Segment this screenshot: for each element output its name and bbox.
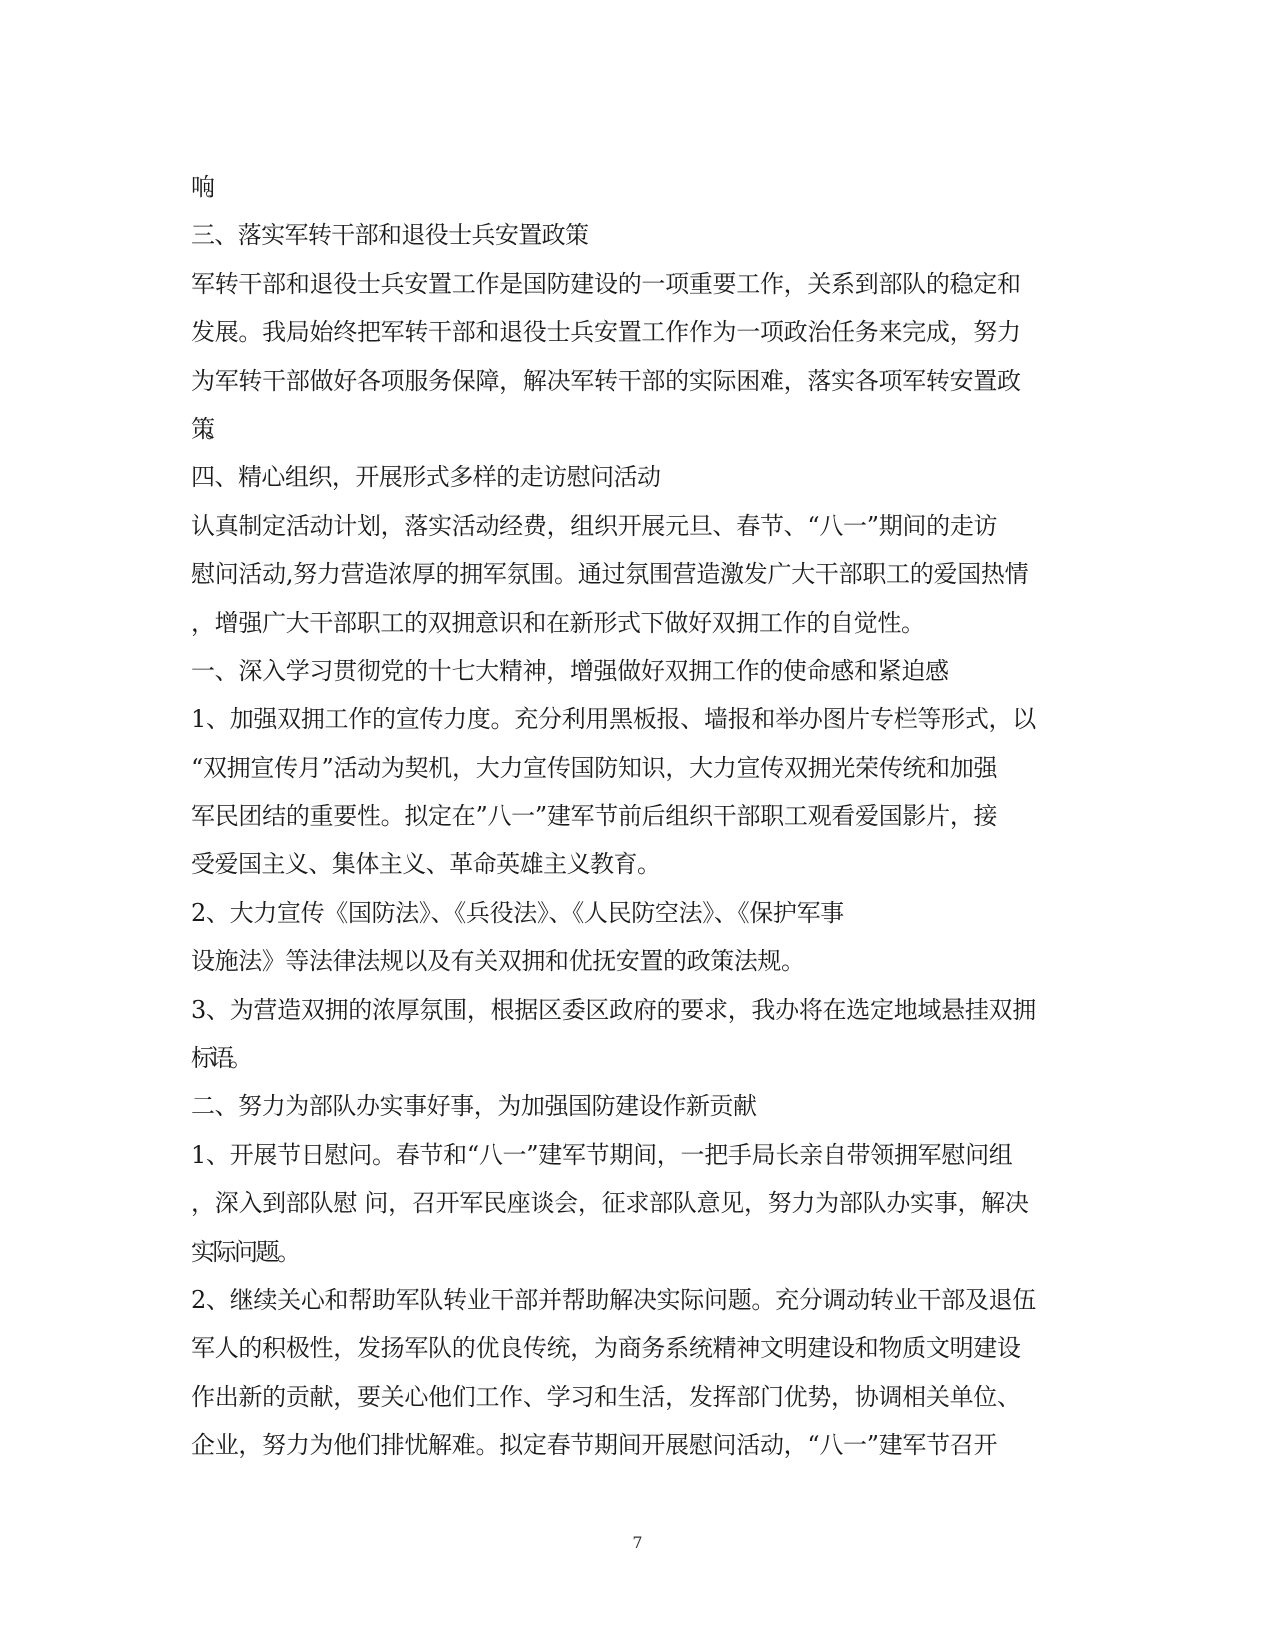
text-line: 军民团结的重要性。拟定在”八一”建军节前后组织干部职工观看爱国影片，接 (191, 802, 998, 831)
text-line: 实际问题。 (191, 1237, 299, 1266)
text-line: “双拥宣传月”活动为契机，大力宣传国防知识，大力宣传双拥光荣传统和加强 (191, 753, 998, 782)
text-line: 发展。我局始终把军转干部和退役士兵安置工作作为一项政治任务来完成，努力 (191, 318, 1021, 347)
text-line: 1、开展节日慰问。春节和“八一”建军节期间，一把手局长亲自带领拥军慰问组 (191, 1140, 1013, 1169)
text-line: 3、为营造双拥的浓厚氛围，根据区委区政府的要求，我办将在选定地域悬挂双拥 (191, 995, 1036, 1024)
text-line: 军转干部和退役士兵安置工作是国防建设的一项重要工作，关系到部队的稳定和 (191, 269, 1021, 298)
text-line: 军人的积极性，发扬军队的优良传统，为商务系统精神文明建设和物质文明建设 (191, 1334, 1021, 1363)
text-line: 设施法》等法律法规以及有关双拥和优抚安置的政策法规。 (191, 947, 805, 976)
text-line: 2、大力宣传《国防法》、《兵役法》、《人民防空法》、《保护军事 (191, 898, 844, 927)
text-line: 响。 (191, 173, 219, 201)
text-line: 认真制定活动计划，落实活动经费，组织开展元旦、春节、“八一”期间的走访 (191, 511, 998, 540)
text-line: 为军转干部做好各项服务保障，解决军转干部的实际困难，落实各项军转安置政 (191, 366, 1021, 395)
text-line: ，增强广大干部职工的双拥意识和在新形式下做好双拥工作的自觉性。 (191, 608, 925, 637)
text-line: 三、落实军转干部和退役士兵安置政策 (191, 221, 589, 250)
text-line: 1、加强双拥工作的宣传力度。充分利用黑板报、墙报和举办图片专栏等形式，以 (191, 705, 1036, 734)
page-number: 7 (632, 1533, 643, 1552)
text-line: 四、精心组织，开展形式多样的走访慰问活动 (191, 463, 661, 492)
text-line: ，深入到部队慰 问，召开军民座谈会，征求部队意见，努力为部队办实事，解决 (191, 1189, 1029, 1218)
text-line: 一、深入学习贯彻党的十七大精神，增强做好双拥工作的使命感和紧迫感 (191, 656, 949, 685)
text-line: 策。 (191, 414, 219, 443)
text-line: 慰问活动,努力营造浓厚的拥军氛围。通过氛围营造激发广大干部职工的爱国热情 (191, 560, 1029, 589)
text-line: 二、努力为部队办实事好事，为加强国防建设作新贡献 (191, 1092, 757, 1121)
text-line: 标语。 (191, 1044, 248, 1073)
text-line: 作出新的贡献，要关心他们工作、学习和生活，发挥部门优势，协调相关单位、 (191, 1382, 1021, 1411)
body-text (191, 163, 1081, 1470)
text-line: 2、继续关心和帮助军队转业干部并帮助解决实际问题。充分调动转业干部及退伍 (191, 1285, 1036, 1314)
text-line: 受爱国主义、集体主义、革命英雄主义教育。 (191, 850, 661, 879)
text-line: 企业，努力为他们排忧解难。拟定春节期间开展慰问活动，“八一”建军节召开 (191, 1431, 998, 1460)
